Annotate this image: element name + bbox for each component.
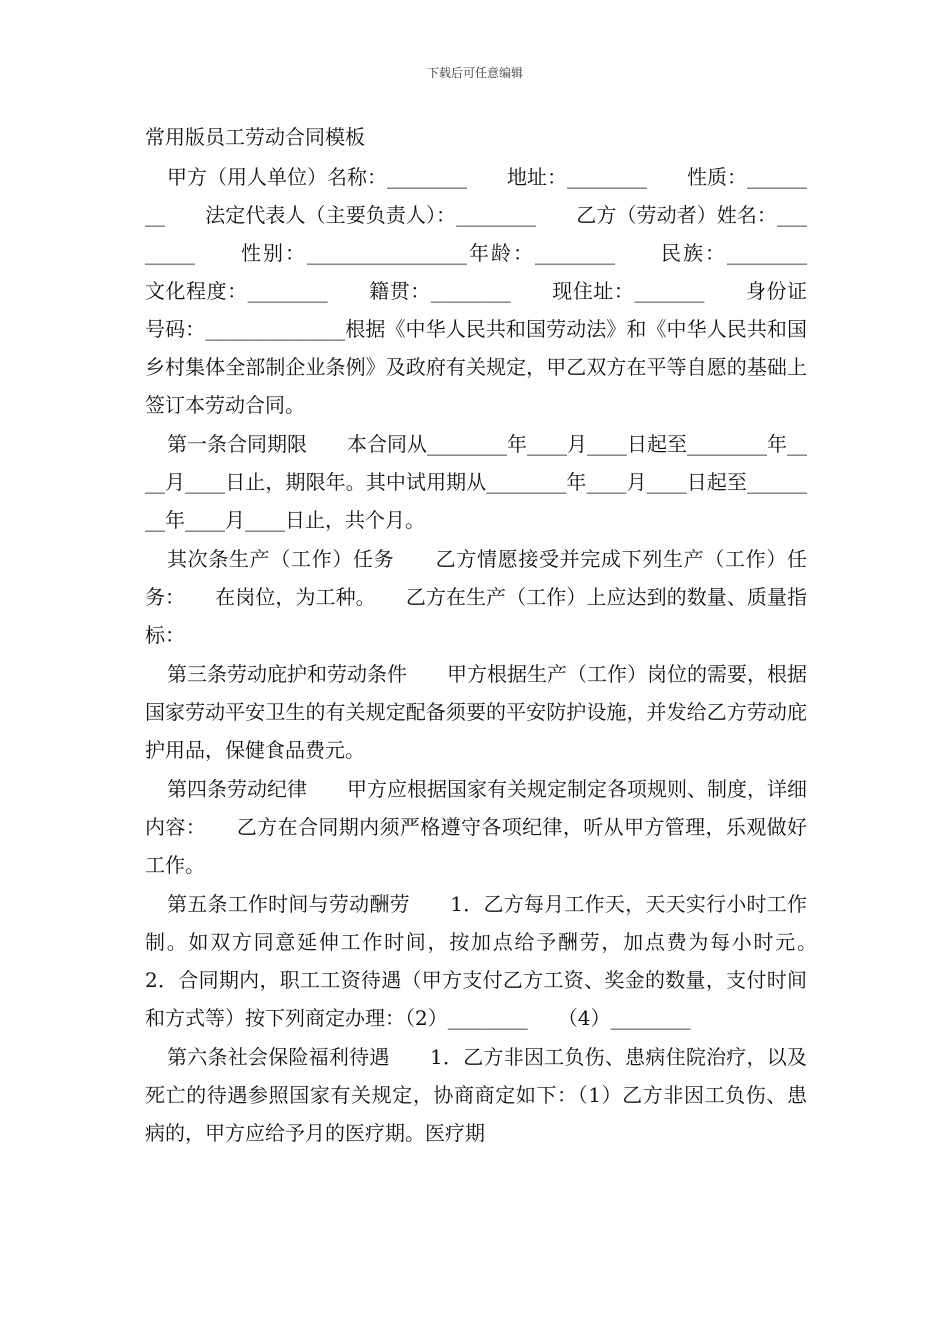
paragraph-article-3: 第三条劳动庇护和劳动条件 甲方根据生产（工作）岗位的需要，根据国家劳动平安卫生的有关规定配备须要的平安防护设施，并发给乙方劳动庇护用品，保健食品费元。 (145, 662, 807, 762)
paragraph-parties: 甲方（用人单位）名称：________ 地址：________ 性质：________ 法定代表人（主要负责人）：________ 乙方（劳动者）姓名：________ 性别：________________年龄：________ 民族：________ 文化程度：________ 籍贯：________ 现住址：_______ 身份证号码：______________根据《中华人民共和国劳动法》和《中华人民共和国乡村集体全部制企业条例》及政府有关规定，甲乙双方在平等自愿的基础上签订本劳动合同。 (145, 165, 847, 417)
paragraph-article-2: 其次条生产（工作）任务 乙方情愿接受并完成下列生产（工作）任务： 在岗位，为工种。 乙方在生产（工作）上应达到的数量、质量指标： (145, 547, 807, 647)
contract-document (145, 122, 847, 1153)
paragraph-article-6: 第六条社会保险福利待遇 1．乙方非因工负伤、患病住院治疗，以及死亡的待遇参照国家有关规定，协商商定如下：（1）乙方非因工负伤、患病的，甲方应给予月的医疗期。医疗期 (145, 1045, 807, 1145)
page-header-note: 下载后可任意编辑 (426, 66, 523, 80)
paragraph-article-4: 第四条劳动纪律 甲方应根据国家有关规定制定各项规则、制度，详细内容： 乙方在合同期内须严格遵守各项纪律，听从甲方管理，乐观做好工作。 (145, 777, 807, 877)
paragraph-article-1: 第一条合同期限 本合同从________年____月____日起至________年____月____日止，期限年。其中试用期从________年____月____日起至________年____月____日止，共个月。 (145, 432, 807, 532)
paragraph-article-5: 第五条工作时间与劳动酬劳 1．乙方每月工作天，天天实行小时工作制。如双方同意延伸工作时间，按加点给予酬劳，加点费为每小时元。 2．合同期内，职工工资待遇（甲方支付乙方工资、奖金的数量，支付时间和方式等）按下列商定办理：（2）________ （4）________ (145, 892, 847, 1030)
document-title: 常用版员工劳动合同模板 (145, 125, 365, 149)
